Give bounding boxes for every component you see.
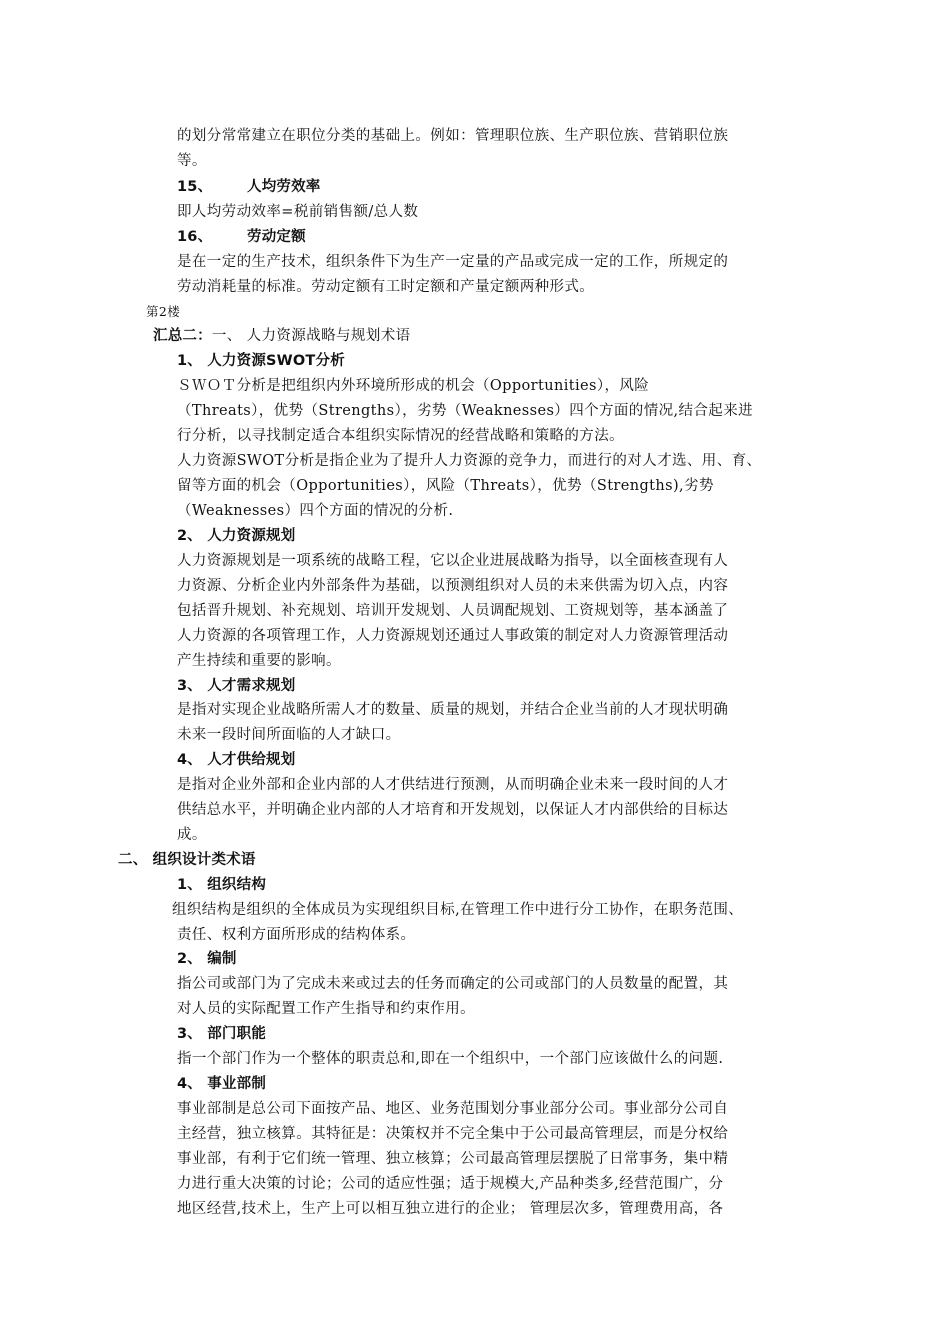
subsection-heading: 1、 组织结构: [177, 877, 267, 893]
body-line: 劳动消耗量的标准。劳动定额有工时定额和产量定额两种形式。: [177, 279, 595, 295]
body-line: 指一个部门作为一个整体的职责总和,即在一个组织中，一个部门应该做什么的问题.: [177, 1051, 724, 1067]
body-line: ＳＷＯＴ分析是把组织内外环境所形成的机会（Opportunities），风险: [177, 378, 650, 394]
term-number: 15、: [177, 179, 213, 195]
summary-title: 一、 人力资源战略与规划术语: [211, 328, 411, 344]
body-line: 即人均劳动效率=税前销售额/总人数: [177, 204, 419, 220]
body-line: 事业部，有利于它们统一管理、独立核算；公司最高管理层摆脱了日常事务，集中精: [177, 1151, 729, 1167]
body-line: （Weaknesses）四个方面的情况的分析.: [177, 503, 454, 519]
body-line: 包括晋升规划、补充规划、培训开发规划、人员调配规划、工资规划等，基本涵盖了: [177, 603, 729, 619]
body-line: 的划分常常建立在职位分类的基础上。例如：管理职位族、生产职位族、营销职位族: [177, 128, 729, 144]
body-line: 是指对企业外部和企业内部的人才供结进行预测，从而明确企业未来一段时间的人才: [177, 777, 729, 793]
body-line: 产生持续和重要的影响。: [177, 653, 341, 669]
body-line: 地区经营,技术上，生产上可以相互独立进行的企业； 管理层次多，管理费用高，各: [177, 1201, 724, 1217]
body-line: 等。: [177, 153, 207, 169]
body-line: 主经营，独立核算。其特征是：决策权并不完全集中于公司最高管理层，而是分权给: [177, 1126, 729, 1142]
body-line: 力进行重大决策的讨论；公司的适应性强；适于规模大,产品种类多,经营范围广，分: [177, 1176, 724, 1192]
body-line: 是在一定的生产技术，组织条件下为生产一定量的产品或完成一定的工作，所规定的: [177, 254, 729, 270]
summary-label: 汇总二：: [153, 328, 212, 344]
term-number: 16、: [177, 229, 213, 245]
body-line: 人力资源SWOT分析是指企业为了提升人力资源的竞争力，而进行的对人才选、用、育、: [177, 453, 762, 469]
subsection-heading: 4、 事业部制: [177, 1076, 267, 1092]
body-line: 成。: [177, 827, 207, 843]
floor-label: 第2楼: [146, 304, 181, 319]
subsection-heading: 4、 人才供给规划: [177, 752, 296, 768]
body-line: 人力资源的各项管理工作，人力资源规划还通过人事政策的制定对人力资源管理活动: [177, 628, 729, 644]
body-line: 人力资源规划是一项系统的战略工程，它以企业进展战略为指导，以全面核查现有人: [177, 553, 729, 569]
body-line: 事业部制是总公司下面按产品、地区、业务范围划分事业部分公司。事业部分公司自: [177, 1101, 729, 1117]
section-heading: 二、 组织设计类术语: [118, 852, 256, 868]
summary-heading: [153, 326, 411, 346]
subsection-heading: 3、 部门职能: [177, 1026, 267, 1042]
body-line: 留等方面的机会（Opportunities），风险（Threats），优势（Strengths),劣势: [177, 478, 714, 494]
body-line: 是指对实现企业战略所需人才的数量、质量的规划，并结合企业当前的人才现状明确: [177, 702, 729, 718]
body-line: 组织结构是组织的全体成员为实现组织目标,在管理工作中进行分工协作，在职务范围、: [172, 902, 744, 918]
body-line: 未来一段时间所面临的人才缺口。: [177, 727, 401, 743]
body-line: 对人员的实际配置工作产生指导和约束作用。: [177, 1001, 475, 1017]
term-heading-15: [177, 177, 321, 197]
body-line: （Threats），优势（Strengths），劣势（Weaknesses）四个方面的情况,结合起来进: [177, 403, 753, 419]
body-line: 责任、权利方面所形成的结构体系。: [177, 927, 416, 943]
subsection-heading: 2、 编制: [177, 951, 237, 967]
term-title: 劳动定额: [247, 229, 306, 245]
term-title: 人均劳效率: [247, 179, 321, 195]
term-heading-16: [177, 227, 306, 247]
body-line: 供结总水平，并明确企业内部的人才培育和开发规划，以保证人才内部供给的目标达: [177, 802, 729, 818]
subsection-heading: 3、 人才需求规划: [177, 678, 296, 694]
body-line: 力资源、分析企业内外部条件为基础，以预测组织对人员的未来供需为切入点，内容: [177, 578, 729, 594]
subsection-heading: 2、 人力资源规划: [177, 528, 296, 544]
subsection-heading: 1、 人力资源SWOT分析: [177, 353, 345, 369]
body-line: 行分析，以寻找制定适合本组织实际情况的经营战略和策略的方法。: [177, 428, 624, 444]
body-line: 指公司或部门为了完成未来或过去的任务而确定的公司或部门的人员数量的配置，其: [177, 976, 729, 992]
